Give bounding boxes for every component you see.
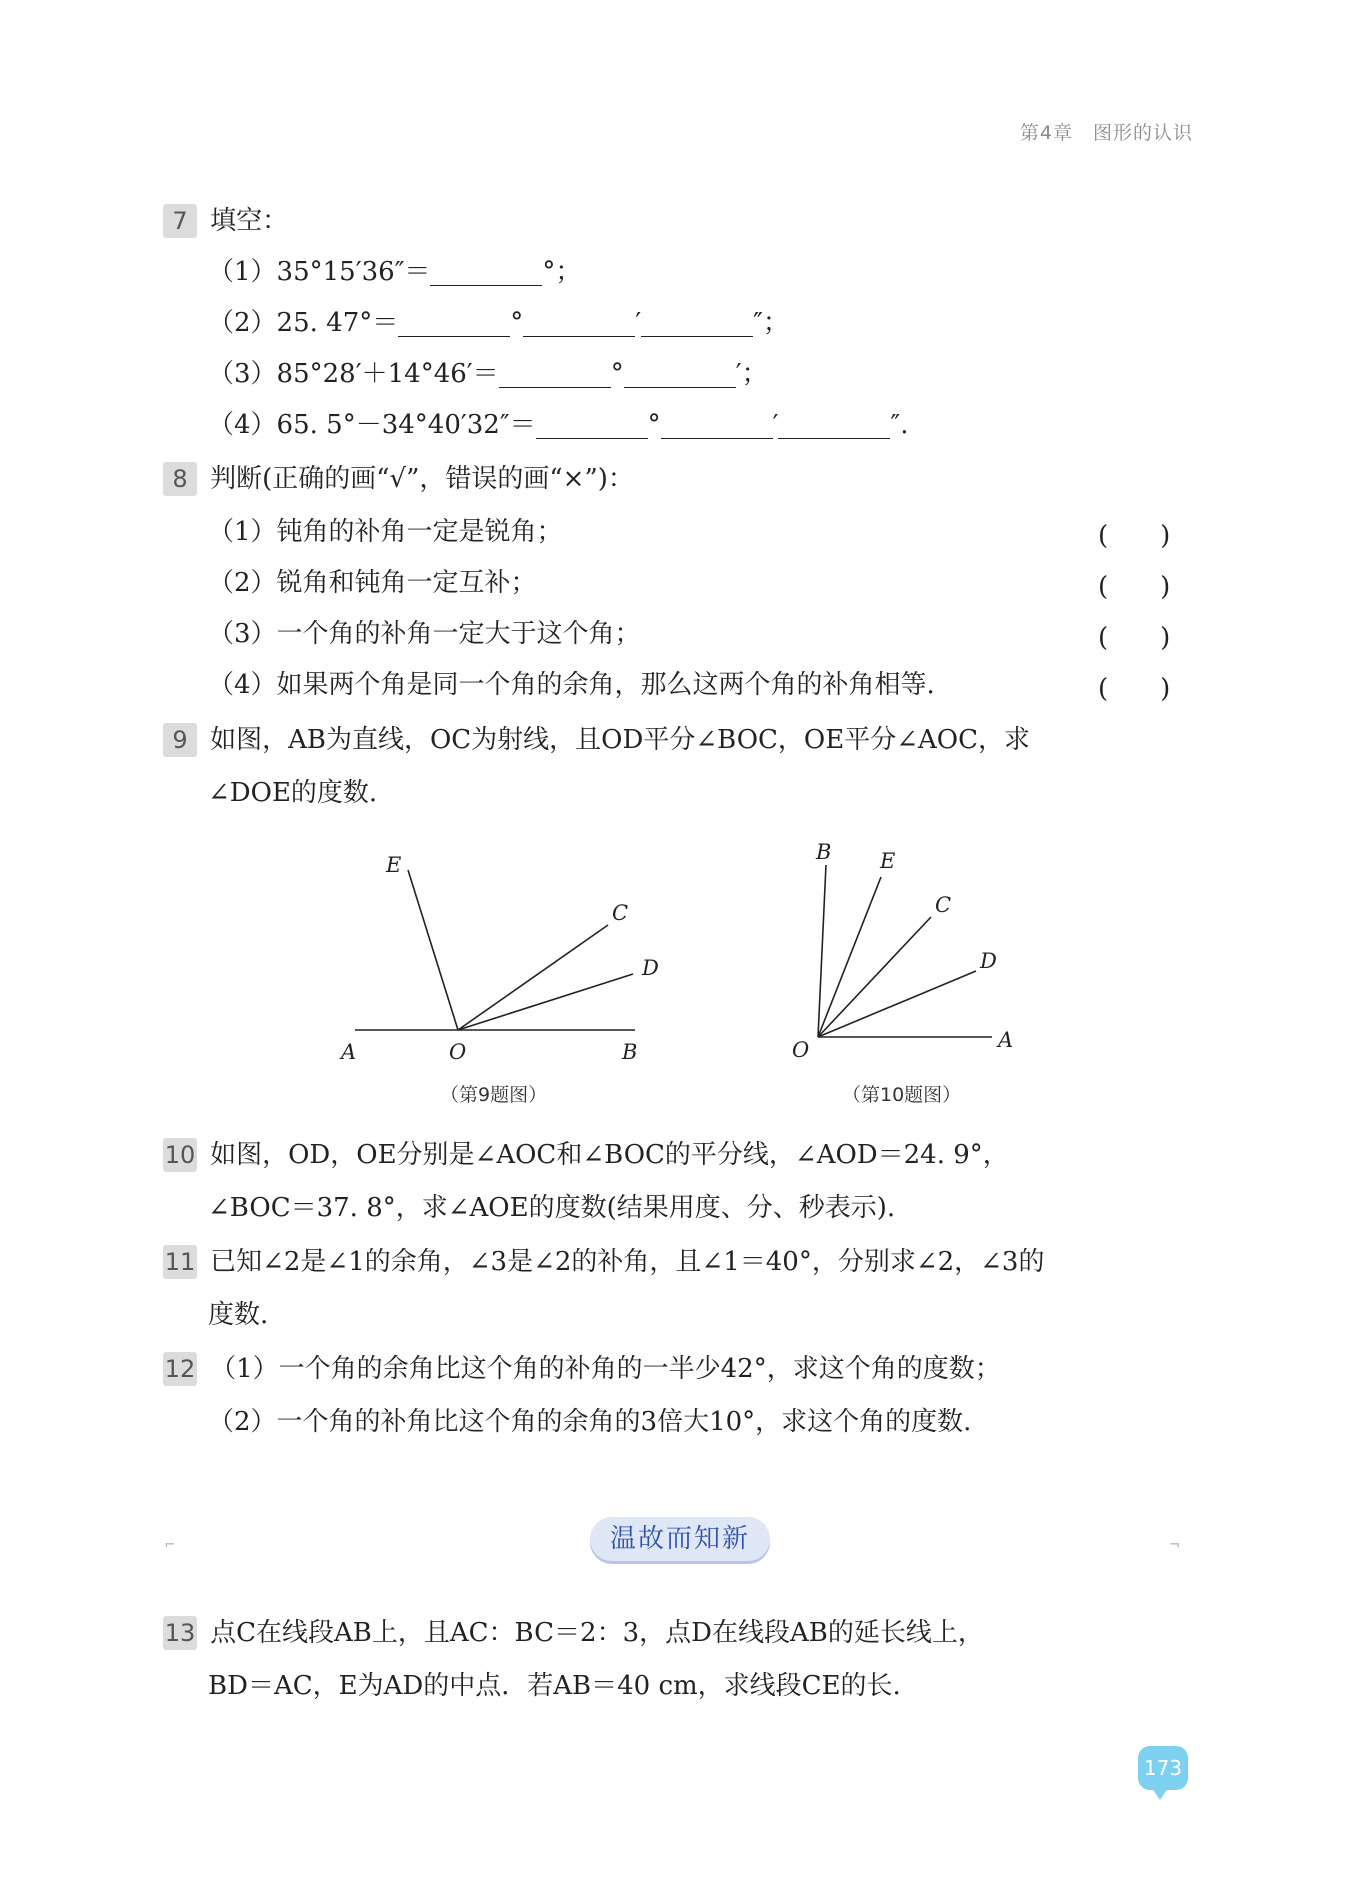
answer-paren[interactable]: ( )	[1098, 521, 1171, 551]
q8-item-3: （3）一个角的补角一定大于这个角；	[208, 619, 641, 649]
question-number: 8	[163, 462, 197, 496]
label-b: B	[622, 1040, 638, 1064]
q8-item-2: （2）锐角和钝角一定互补；	[208, 568, 537, 598]
unit-text: ′	[635, 308, 642, 338]
answer-blank[interactable]	[536, 412, 648, 439]
chapter-header: 第4章 图形的认识	[1019, 122, 1193, 144]
answer-paren[interactable]: ( )	[1098, 674, 1171, 704]
label-c: C	[935, 893, 952, 917]
section-banner: 温故而知新	[590, 1517, 770, 1561]
question-12	[163, 1352, 1001, 1386]
q7-item-3	[208, 357, 768, 391]
answer-blank[interactable]	[661, 412, 773, 439]
label-b: B	[816, 840, 832, 864]
ray-od	[458, 974, 633, 1030]
answer-blank[interactable]	[641, 310, 753, 337]
question-title: 判断(正确的画“√”，错误的画“×”)：	[210, 464, 634, 494]
unit-text: °；	[542, 257, 582, 287]
question-number: 11	[163, 1245, 197, 1279]
unit-text: ″.	[890, 410, 909, 440]
figure-10-diagram	[780, 835, 1040, 1065]
unit-text: °	[610, 359, 624, 389]
item-text: （2）25. 47°＝	[208, 308, 399, 338]
page-number-badge: 173	[1138, 1746, 1188, 1790]
answer-paren[interactable]: ( )	[1098, 623, 1171, 653]
figure-9-diagram	[330, 845, 670, 1070]
label-d: D	[642, 956, 659, 980]
ray-od	[818, 971, 976, 1037]
unit-text: °	[510, 308, 524, 338]
label-o: O	[792, 1038, 810, 1062]
question-10	[163, 1138, 1009, 1172]
label-e: E	[386, 853, 402, 877]
question-text-line1: 如图，AB为直线，OC为射线，且OD平分∠BOC，OE平分∠AOC，求	[210, 725, 1030, 755]
answer-blank[interactable]	[778, 412, 890, 439]
unit-text: °	[647, 410, 661, 440]
q8-item-1: （1）钝角的补角一定是锐角；	[208, 517, 563, 547]
question-number: 10	[163, 1138, 197, 1172]
question-9	[163, 723, 1030, 757]
answer-blank[interactable]	[430, 259, 542, 286]
ray-ob	[818, 865, 826, 1037]
question-7	[163, 204, 288, 238]
ray-oe	[818, 877, 881, 1037]
unit-text: ′；	[735, 359, 768, 389]
question-number: 7	[163, 204, 197, 238]
item-text: （3）85°28′＋14°46′＝	[208, 359, 499, 389]
question-text-line2: BD＝AC，E为AD的中点．若AB＝40 cm，求线段CE的长.	[208, 1671, 901, 1701]
question-text-line1: 如图，OD，OE分别是∠AOC和∠BOC的平分线，∠AOD＝24. 9°，	[210, 1140, 1009, 1170]
label-d: D	[980, 949, 997, 973]
answer-blank[interactable]	[398, 310, 510, 337]
question-text-line1: 已知∠2是∠1的余角，∠3是∠2的补角，且∠1＝40°，分别求∠2，∠3的	[210, 1247, 1045, 1277]
corner-mark-right: ¬	[1170, 1535, 1180, 1554]
ray-oe	[408, 870, 458, 1030]
question-13	[163, 1616, 984, 1650]
q7-item-4	[208, 408, 908, 442]
q8-item-4: （4）如果两个角是同一个角的余角，那么这两个角的补角相等.	[208, 670, 935, 700]
q7-item-1	[208, 255, 581, 289]
question-text-line1: （1）一个角的余角比这个角的补角的一半少42°，求这个角的度数；	[210, 1354, 1001, 1384]
answer-blank[interactable]	[499, 361, 611, 388]
question-title: 填空：	[210, 206, 289, 236]
label-e: E	[880, 849, 896, 873]
question-text-line2: ∠DOE的度数.	[208, 778, 378, 808]
question-11	[163, 1245, 1044, 1279]
item-text: （4）65. 5°－34°40′32″＝	[208, 410, 536, 440]
figure-10-caption: （第10题图）	[842, 1084, 962, 1106]
question-number: 13	[163, 1616, 197, 1650]
question-text-line2: ∠BOC＝37. 8°，求∠AOE的度数(结果用度、分、秒表示).	[208, 1193, 896, 1223]
answer-blank[interactable]	[523, 310, 635, 337]
answer-paren[interactable]: ( )	[1098, 572, 1171, 602]
question-8	[163, 462, 634, 496]
question-number: 12	[163, 1352, 197, 1386]
ray-oc	[818, 917, 931, 1037]
label-c: C	[612, 901, 629, 925]
ray-oc	[458, 925, 608, 1030]
question-number: 9	[163, 723, 197, 757]
label-o: O	[449, 1040, 467, 1064]
label-a: A	[341, 1040, 357, 1064]
question-text-line2: 度数.	[208, 1300, 269, 1330]
label-a: A	[998, 1028, 1014, 1052]
unit-text: ″；	[753, 308, 789, 338]
question-text-line2: （2）一个角的补角比这个角的余角的3倍大10°，求这个角的度数.	[208, 1407, 972, 1437]
unit-text: ′	[772, 410, 779, 440]
item-text: （1）35°15′36″＝	[208, 257, 431, 287]
figure-9-caption: （第9题图）	[440, 1084, 548, 1106]
q7-item-2	[208, 306, 789, 340]
corner-mark-left: ⌐	[165, 1535, 175, 1554]
answer-blank[interactable]	[624, 361, 736, 388]
question-text-line1: 点C在线段AB上，且AC：BC＝2：3，点D在线段AB的延长线上，	[210, 1618, 984, 1648]
